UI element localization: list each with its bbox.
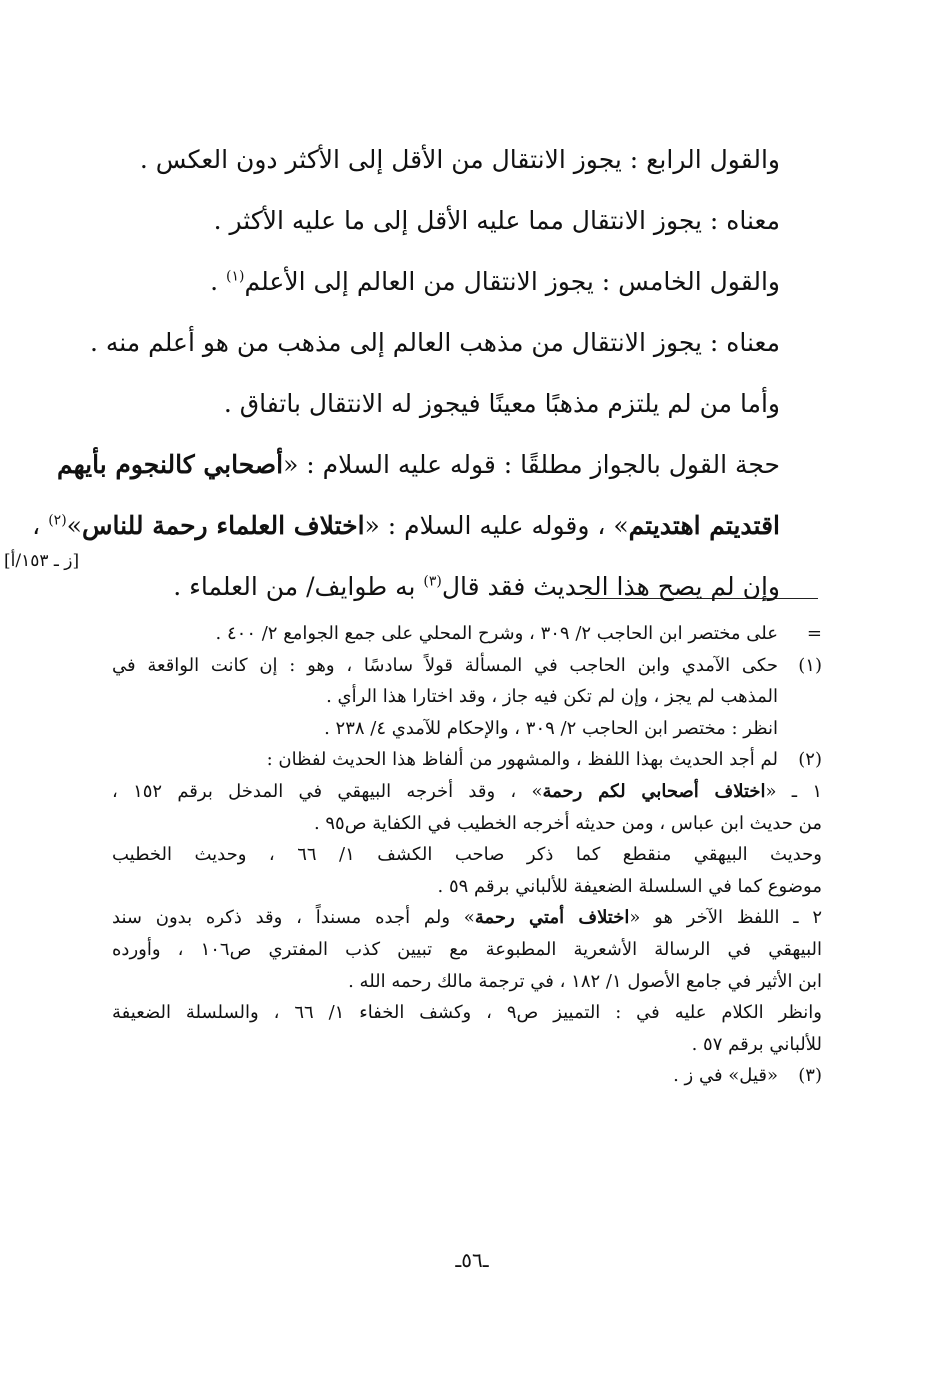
footnote-2-line: ابن الأثير في جامع الأصول ١/ ١٨٢ ، في ترجمة مالك رحمه الله . (348, 970, 822, 992)
main-line-5: وأما من لم يلتزم مذهبًا معينًا فيجوز له الانتقال باتفاق . (223, 389, 780, 418)
footnote-ref-1: (١) (226, 268, 245, 285)
footnote-2-line: للألباني برقم ٥٧ . (691, 1033, 822, 1055)
main-line-7: اقتديتم اهتديتم» ، وقوله عليه السلام : «اختلاف العلماء رحمة للناس»$^{(٢)}$ ، (32, 511, 780, 540)
footnote-ref-2: (٢) (48, 512, 67, 529)
footnote-2-line: ٢ ـ اللفظ الآخر هو «اختلاف أمتي رحمة» ولم أجده مسنداً ، وقد ذكره بدون سند (112, 907, 822, 929)
main-line-8: وإن لم يصح هذا الحديث فقد قال$^{(٣)}$ به طوايف/ من العلماء . (173, 572, 780, 601)
manuscript-margin-reference: [ز ـ ١٥٣/أ] (4, 551, 80, 571)
continuation-mark: = (806, 623, 822, 644)
footnote-2: (٢) لم أجد الحديث بهذا اللفظ ، والمشهور من ألفاظ هذا الحديث لفظان : (112, 744, 822, 776)
main-line-6: حجة القول بالجواز مطلقًا : قوله عليه السلام : «أصحابي كالنجوم بأيهم (57, 450, 780, 479)
footnote-2-line: وانظر الكلام عليه في : التمييز ص٩ ، وكشف الخفاء ١/ ٦٦ ، والسلسلة الضعيفة (112, 1002, 822, 1024)
footnote-2-line: من حديث ابن عباس ، ومن حديثه أخرجه الخطيب في الكفاية ص٩٥ . (313, 812, 822, 834)
footnote-number-3: (٣) (798, 1065, 822, 1087)
footnote-number-2: (٢) (798, 749, 822, 771)
footnote-separator (585, 598, 818, 599)
footnote-2-line: ١ ـ «اختلاف أصحابي لكم رحمة» ، وقد أخرجه البيهقي في المدخل برقم ١٥٢ ، (112, 780, 822, 802)
footnote-continued: = على مختصر ابن الحاجب ٢/ ٣٠٩ ، وشرح المحلي على جمع الجوامع ٢/ ٤٠٠ . (112, 618, 822, 650)
footnote-3: (٣) «قيل» في ز . (112, 1060, 822, 1092)
footnote-number-1: (١) (798, 654, 822, 676)
page-number: ـ٥٦ـ (455, 1248, 489, 1272)
hadith-text-2: اختلاف العلماء رحمة للناس (81, 511, 365, 540)
footnote-2-line: وحديث البيهقي منقطع كما ذكر صاحب الكشف ١/ ٦٦ ، وحديث الخطيب (112, 844, 822, 866)
footnote-ref-3: (٣) (423, 573, 442, 590)
footnotes (112, 618, 822, 1092)
footnote-1-line: انظر : مختصر ابن الحاجب ٢/ ٣٠٩ ، والإحكام للآمدي ٤/ ٢٣٨ . (324, 717, 778, 739)
hadith-text-1: أصحابي كالنجوم بأيهم (57, 450, 284, 479)
main-line-2: معناه : يجوز الانتقال مما عليه الأقل إلى ما عليه الأكثر . (213, 206, 780, 235)
hadith-text-1-end: اقتديتم اهتديتم (628, 511, 780, 540)
footnote-2-line: موضوع كما في السلسلة الضعيفة للألباني برقم ٥٩ . (437, 875, 822, 897)
footnote-1: (١) حكى الآمدي وابن الحاجب في المسألة قولاً سادسًا ، وهو : إن كانت الواقعة في (112, 650, 822, 682)
footnote-1-line: المذهب لم يجز ، وإن لم تكن فيه جاز ، وقد اختارا هذا الرأي . (326, 686, 778, 708)
main-line-3: والقول الخامس : يجوز الانتقال من العالم إلى الأعلم$^{(١)}$ . (210, 267, 780, 296)
main-line-1: والقول الرابع : يجوز الانتقال من الأقل إلى الأكثر دون العكس . (139, 145, 780, 174)
main-line-4: معناه : يجوز الانتقال من مذهب العالم إلى مذهب من هو أعلم منه . (89, 328, 780, 357)
footnote-2-line: البيهقي في الرسالة الأشعرية المطبوعة مع تبيين كذب المفتري ص١٠٦ ، وأورده (112, 938, 823, 960)
